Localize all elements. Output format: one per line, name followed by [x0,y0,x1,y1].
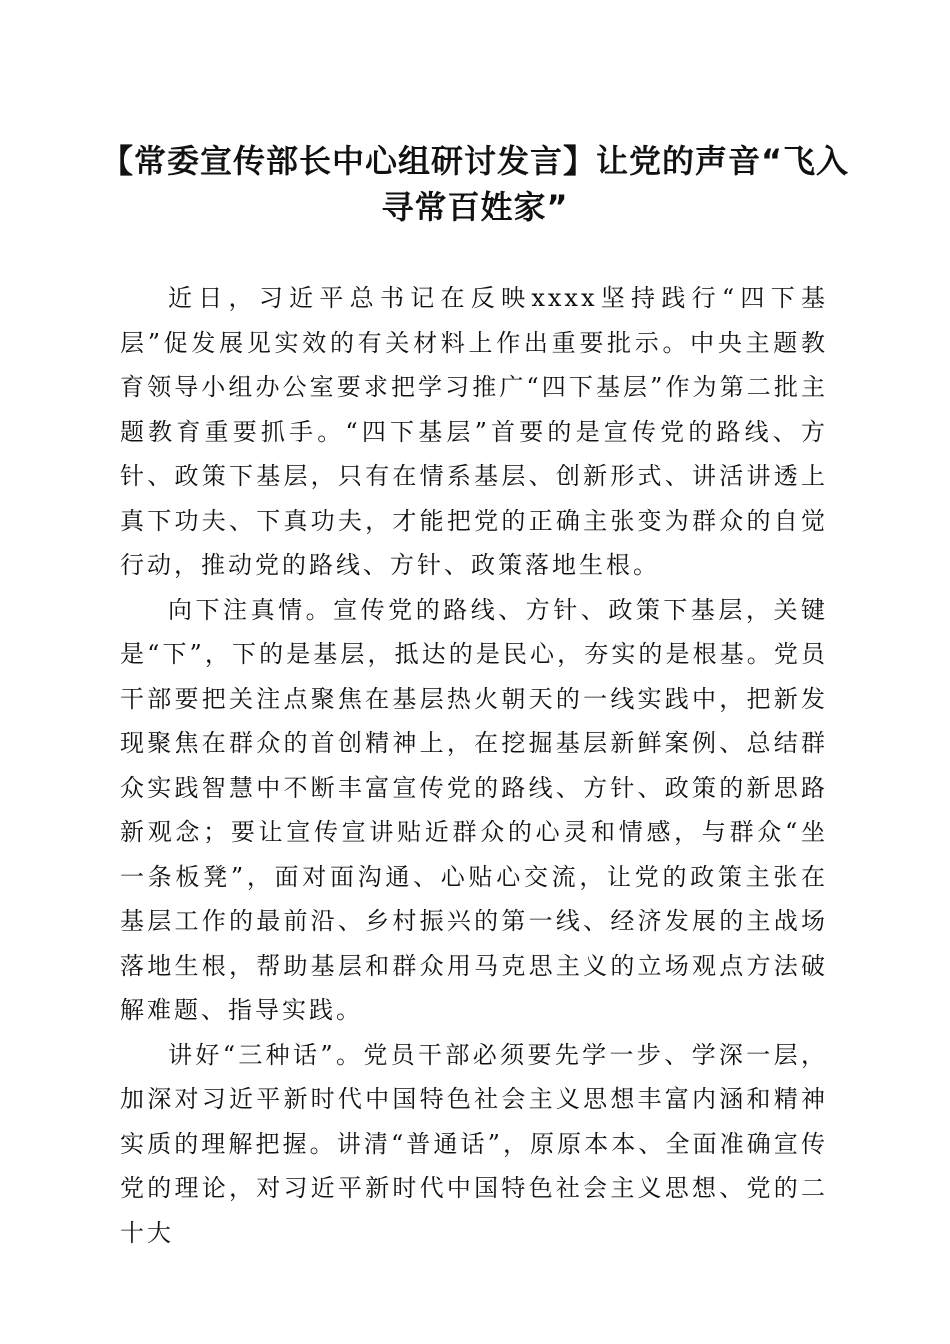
document-title: 【常委宣传部长中心组研讨发言】让党的声音“飞入寻常百姓家” [100,142,850,226]
paragraph-1: 近日，习近平总书记在反映xxxx坚持践行“四下基层”促发展见实效的有关材料上作出重要批示。中央主题教育领导小组办公室要求把学习推广“四下基层”作为第二批主题教育重要抓手。“四下基层”首要的是宣传党的路线、方针、政策下基层，只有在情系基层、创新形式、讲活讲透上真下功夫、下真功夫，才能把党的正确主张变为群众的自觉行动，推动党的路线、方针、政策落地生根。 [120,284,828,579]
paragraph-2: 向下注真情。宣传党的路线、方针、政策下基层，关键是“下”，下的是基层，抵达的是民心，夯实的是根基。党员干部要把关注点聚焦在基层热火朝天的一线实践中，把新发现聚焦在群众的首创精神上，在挖掘基层新鲜案例、总结群众实践智慧中不断丰富宣传党的路线、方针、政策的新思路新观念；要让宣传宣讲贴近群众的心灵和情感，与群众“坐一条板凳”，面对面沟通、心贴心交流，让党的政策主张在基层工作的最前沿、乡村振兴的第一线、经济发展的主战场落地生根，帮助基层和群众用马克思主义的立场观点方法破解难题、指导实践。 [120,595,828,1024]
paragraph-3: 讲好“三种话”。党员干部必须要先学一步、学深一层，加深对习近平新时代中国特色社会主义思想丰富内涵和精神实质的理解把握。讲清“普通话”，原原本本、全面准确宣传党的理论，对习近平新时代中国特色社会主义思想、党的二十大 [120,1040,828,1247]
document-body [120,276,828,1255]
